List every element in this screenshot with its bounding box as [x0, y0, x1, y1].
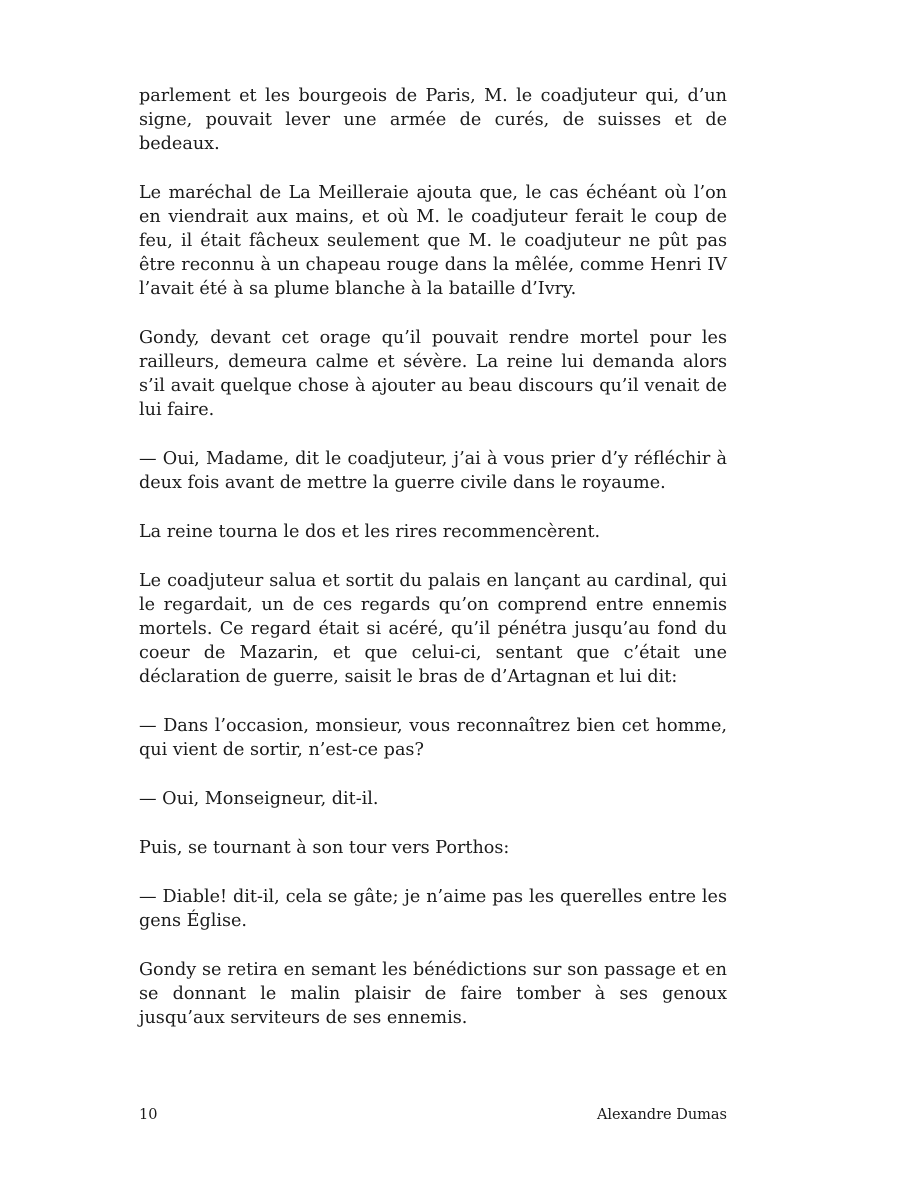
page-number: 10 — [139, 1107, 158, 1123]
paragraph: Gondy, devant cet orage qu’il pouvait rendre mortel pour les railleurs, demeura calme et sévère. La reine lui demanda alors s’il avait quelque chose à ajouter au beau discours qu’il venait de lui faire. — [139, 328, 727, 420]
paragraph: Le coadjuteur salua et sortit du palais en lançant au cardinal, qui le regardait, un de ces regards qu’on comprend entre ennemis mortels. Ce regard était si acéré, qu’il pénétra jusqu’au fond du coeur de Mazarin, et que celui-ci, sentant que c’était une déclaration de guerre, saisit le bras de d’Artagnan et lui dit: — [139, 571, 727, 687]
paragraph: La reine tourna le dos et les rires recommencèrent. — [139, 522, 601, 542]
body-text — [139, 84, 727, 1055]
running-author: Alexandre Dumas — [596, 1107, 727, 1123]
paragraph: parlement et les bourgeois de Paris, M. le coadjuteur qui, d’un signe, pouvait lever une armée de curés, de suisses et de bedeaux. — [139, 86, 727, 154]
paragraph: — Diable! dit-il, cela se gâte; je n’aime pas les querelles entre les gens Église. — [139, 887, 727, 931]
paragraph: Le maréchal de La Meilleraie ajouta que, le cas échéant où l’on en viendrait aux mains, et où M. le coadjuteur ferait le coup de feu, il était fâcheux seulement que M. le coadjuteur ne pût pas être reconnu à un chapeau rouge dans la mêlée, comme Henri IV l’avait été à sa plume blanche à la bataille d’Ivry. — [139, 183, 727, 299]
paragraph: — Oui, Madame, dit le coadjuteur, j’ai à vous prier d’y réfléchir à deux fois avant de mettre la guerre civile dans le royaume. — [139, 449, 727, 493]
paragraph: Gondy se retira en semant les bénédictions sur son passage et en se donnant le malin plaisir de faire tomber à ses genoux jusqu’aux serviteurs de ses ennemis. — [139, 960, 727, 1028]
page-footer — [139, 1104, 727, 1126]
paragraph: Puis, se tournant à son tour vers Porthos: — [139, 838, 510, 858]
paragraph: — Dans l’occasion, monsieur, vous reconnaîtrez bien cet homme, qui vient de sortir, n’est-ce pas? — [139, 716, 727, 760]
paragraph: — Oui, Monseigneur, dit-il. — [139, 789, 379, 809]
